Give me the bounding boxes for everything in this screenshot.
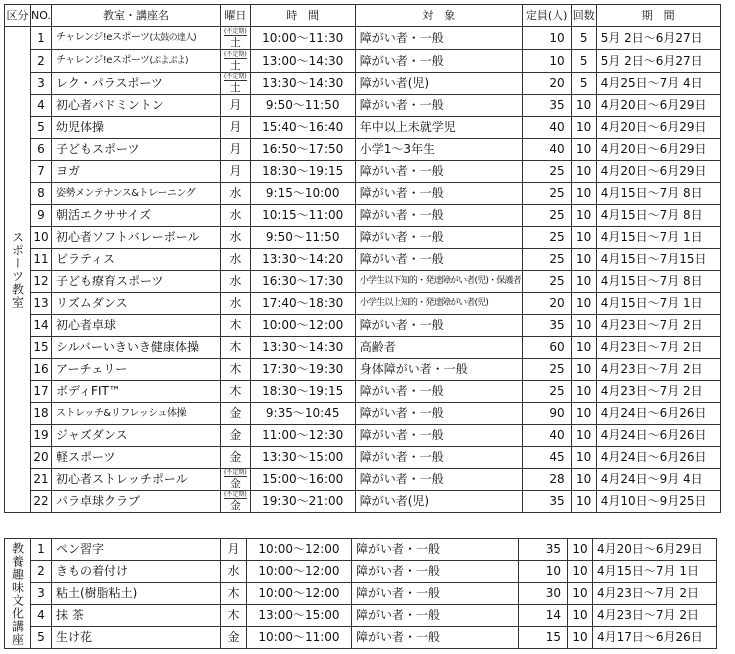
course-name xyxy=(52,249,221,271)
time-range: 17:40～18:30 xyxy=(250,293,355,315)
header-name: 教室・講座名 xyxy=(52,5,221,27)
row-number: 5 xyxy=(31,627,52,649)
course-name xyxy=(52,359,221,381)
row-number: 15 xyxy=(31,337,52,359)
course-name xyxy=(52,605,221,627)
row-number: 7 xyxy=(31,161,52,183)
time-range: 13:00～14:30 xyxy=(250,50,355,73)
target-audience: 障がい者(児) xyxy=(355,73,522,95)
session-count: 5 xyxy=(571,50,596,73)
weekday-text: 土 xyxy=(229,35,241,49)
period: 4月20日～6月29日 xyxy=(596,117,720,139)
course-name-text: 初心者ストレッチポール xyxy=(56,472,188,486)
weekday: 月 xyxy=(221,117,251,139)
table-row xyxy=(5,583,717,605)
row-number: 11 xyxy=(31,249,52,271)
culture-schedule-table xyxy=(4,538,717,649)
period: 4月23日～7月 2日 xyxy=(596,337,720,359)
header-day: 曜日 xyxy=(221,5,251,27)
row-number: 8 xyxy=(31,183,52,205)
period: 4月15日～7月15日 xyxy=(596,249,720,271)
course-name xyxy=(52,139,221,161)
weekday: 月 xyxy=(221,161,251,183)
target-audience: 身体障がい者・一般 xyxy=(355,359,522,381)
course-name-text: 初心者バドミントン xyxy=(56,98,164,112)
table-row xyxy=(5,183,721,205)
capacity: 25 xyxy=(522,183,571,205)
row-number: 16 xyxy=(31,359,52,381)
weekday: 月 xyxy=(221,139,251,161)
time-range: 9:35～10:45 xyxy=(250,403,355,425)
category-label: 教養趣味文化講座 xyxy=(5,539,31,649)
course-name xyxy=(52,27,221,50)
time-range: 17:30～19:30 xyxy=(250,359,355,381)
table-row xyxy=(5,605,717,627)
session-count: 10 xyxy=(571,403,596,425)
session-count: 10 xyxy=(571,95,596,117)
period: 4月25日～7月 4日 xyxy=(596,73,720,95)
header-time: 時 間 xyxy=(250,5,355,27)
period: 4月23日～7月 2日 xyxy=(596,359,720,381)
capacity: 25 xyxy=(522,381,571,403)
table-row xyxy=(5,447,721,469)
weekday: 木 xyxy=(221,359,251,381)
time-range: 10:00～11:00 xyxy=(247,627,352,649)
period: 4月23日～7月 2日 xyxy=(596,315,720,337)
period: 5月 2日～6月27日 xyxy=(596,27,720,50)
time-range: 10:00～12:00 xyxy=(247,583,352,605)
target-audience: 障がい者・一般 xyxy=(355,205,522,227)
target-audience: 障がい者・一般 xyxy=(352,561,519,583)
table-row xyxy=(5,337,721,359)
row-number: 12 xyxy=(31,271,52,293)
table-row xyxy=(5,491,721,513)
course-name-text: チャレンジ!eスポーツ xyxy=(56,32,150,43)
table-row xyxy=(5,539,717,561)
table-row xyxy=(5,271,721,293)
header-capacity: 定員(人) xyxy=(522,5,571,27)
weekday: 木 xyxy=(221,315,251,337)
capacity: 28 xyxy=(522,469,571,491)
course-name-text: 初心者ソフトバレーボール xyxy=(56,230,200,244)
course-name xyxy=(52,337,221,359)
capacity: 25 xyxy=(522,249,571,271)
weekday xyxy=(221,491,251,513)
weekday: 金 xyxy=(221,627,247,649)
table-row xyxy=(5,249,721,271)
session-count: 10 xyxy=(571,337,596,359)
time-range: 15:00～16:00 xyxy=(250,469,355,491)
course-name xyxy=(52,315,221,337)
course-name xyxy=(52,583,221,605)
capacity: 25 xyxy=(522,271,571,293)
period: 4月23日～7月 2日 xyxy=(593,605,717,627)
course-name xyxy=(52,425,221,447)
table-row xyxy=(5,139,721,161)
weekday: 金 xyxy=(221,403,251,425)
session-count: 10 xyxy=(571,359,596,381)
course-name-text: リズムダンス xyxy=(56,296,128,310)
period: 4月20日～6月29日 xyxy=(596,161,720,183)
time-range: 16:50～17:50 xyxy=(250,139,355,161)
target-audience: 障がい者・一般 xyxy=(355,315,522,337)
period: 4月15日～7月 8日 xyxy=(596,271,720,293)
row-number: 10 xyxy=(31,227,52,249)
capacity: 40 xyxy=(522,117,571,139)
row-number: 3 xyxy=(31,73,52,95)
capacity: 40 xyxy=(522,139,571,161)
target-audience: 障がい者・一般 xyxy=(355,403,522,425)
capacity: 90 xyxy=(522,403,571,425)
capacity: 35 xyxy=(522,95,571,117)
time-range: 9:50～11:50 xyxy=(250,227,355,249)
course-name xyxy=(52,227,221,249)
row-number: 9 xyxy=(31,205,52,227)
capacity: 25 xyxy=(522,161,571,183)
period: 4月17日～6月26日 xyxy=(593,627,717,649)
course-name-text: 生け花 xyxy=(56,630,93,644)
time-range: 19:30～21:00 xyxy=(250,491,355,513)
course-name xyxy=(52,293,221,315)
weekday: 水 xyxy=(221,293,251,315)
course-name-text: アーチェリー xyxy=(56,362,128,376)
course-name-text: ピラティス xyxy=(56,252,116,266)
row-number: 21 xyxy=(31,469,52,491)
period: 4月15日～7月 1日 xyxy=(596,293,720,315)
target-audience: 障がい者・一般 xyxy=(355,447,522,469)
row-number: 2 xyxy=(31,561,52,583)
row-number: 17 xyxy=(31,381,52,403)
target-audience: 障がい者・一般 xyxy=(352,539,519,561)
session-count: 10 xyxy=(568,583,593,605)
capacity: 40 xyxy=(522,425,571,447)
table-row xyxy=(5,359,721,381)
capacity: 60 xyxy=(522,337,571,359)
target-audience: 障がい者・一般 xyxy=(355,161,522,183)
target-audience: 障がい者・一般 xyxy=(355,381,522,403)
row-number: 13 xyxy=(31,293,52,315)
weekday: 木 xyxy=(221,381,251,403)
course-name xyxy=(52,539,221,561)
table-row xyxy=(5,117,721,139)
weekday xyxy=(221,50,251,73)
target-audience: 障がい者・一般 xyxy=(355,95,522,117)
time-range: 13:30～14:30 xyxy=(250,73,355,95)
course-name-text: 幼児体操 xyxy=(56,120,105,134)
session-count: 10 xyxy=(568,561,593,583)
course-name xyxy=(52,627,221,649)
target-audience: 障がい者・一般 xyxy=(355,27,522,50)
weekday-text: 金 xyxy=(229,477,241,490)
weekday: 月 xyxy=(221,539,247,561)
weekday: 水 xyxy=(221,227,251,249)
time-range: 9:15～10:00 xyxy=(250,183,355,205)
weekday: 水 xyxy=(221,249,251,271)
row-number: 2 xyxy=(31,50,52,73)
weekday: 木 xyxy=(221,583,247,605)
session-count: 10 xyxy=(568,539,593,561)
capacity: 20 xyxy=(522,293,571,315)
course-name xyxy=(52,183,221,205)
weekday: 木 xyxy=(221,337,251,359)
target-audience: 高齢者 xyxy=(355,337,522,359)
irregular-tag: (不定期) xyxy=(224,469,247,476)
weekday xyxy=(221,73,251,95)
session-count: 10 xyxy=(571,117,596,139)
period: 4月15日～7月 8日 xyxy=(596,183,720,205)
course-name-text: 子どもスポーツ xyxy=(56,142,140,156)
row-number: 22 xyxy=(31,491,52,513)
session-count: 10 xyxy=(571,227,596,249)
course-name xyxy=(52,447,221,469)
weekday: 金 xyxy=(221,425,251,447)
target-audience: 障がい者・一般 xyxy=(355,183,522,205)
time-range: 13:00～15:00 xyxy=(247,605,352,627)
header-period: 期 間 xyxy=(596,5,720,27)
target-audience: 障がい者・一般 xyxy=(355,425,522,447)
table-row xyxy=(5,227,721,249)
table-row xyxy=(5,27,721,50)
period: 4月15日～7月 1日 xyxy=(593,561,717,583)
session-count: 10 xyxy=(571,293,596,315)
table-row xyxy=(5,161,721,183)
target-audience: 障がい者(児) xyxy=(355,491,522,513)
period: 4月20日～6月29日 xyxy=(593,539,717,561)
table-row xyxy=(5,73,721,95)
course-name-text: ヨガ xyxy=(56,164,81,178)
time-range: 10:00～12:00 xyxy=(250,315,355,337)
table-row xyxy=(5,627,717,649)
capacity: 10 xyxy=(522,27,571,50)
session-count: 10 xyxy=(571,447,596,469)
session-count: 10 xyxy=(571,315,596,337)
period: 4月15日～7月 8日 xyxy=(596,205,720,227)
course-name xyxy=(52,73,221,95)
course-name xyxy=(52,403,221,425)
course-name xyxy=(52,161,221,183)
table-row xyxy=(5,205,721,227)
course-name-text: チャレンジ!eスポーツ xyxy=(56,55,150,66)
weekday-text: 土 xyxy=(229,58,241,72)
target-audience: 小学1～3年生 xyxy=(355,139,522,161)
target-audience: 障がい者・一般 xyxy=(352,605,519,627)
row-number: 1 xyxy=(31,539,52,561)
time-range: 9:50～11:50 xyxy=(250,95,355,117)
period: 4月15日～7月 1日 xyxy=(596,227,720,249)
table-row xyxy=(5,95,721,117)
irregular-tag: (不定期) xyxy=(224,50,247,58)
course-name xyxy=(52,491,221,513)
row-number: 4 xyxy=(31,605,52,627)
table-row xyxy=(5,469,721,491)
session-count: 10 xyxy=(571,469,596,491)
capacity: 35 xyxy=(519,539,568,561)
course-name-text: レク・パラスポーツ xyxy=(56,76,163,90)
capacity: 25 xyxy=(522,227,571,249)
session-count: 10 xyxy=(571,271,596,293)
session-count: 5 xyxy=(571,73,596,95)
capacity: 15 xyxy=(519,627,568,649)
course-name-text: ペン習字 xyxy=(56,542,105,556)
time-range: 15:40～16:40 xyxy=(250,117,355,139)
target-audience: 障がい者・一般 xyxy=(355,249,522,271)
time-range: 13:30～14:30 xyxy=(250,337,355,359)
course-subtitle: (太鼓の達人) xyxy=(149,33,196,43)
course-name-text: 粘土(樹脂粘土) xyxy=(56,586,138,600)
table-row xyxy=(5,403,721,425)
course-name xyxy=(52,381,221,403)
period: 5月 2日～6月27日 xyxy=(596,50,720,73)
course-name xyxy=(52,469,221,491)
row-number: 18 xyxy=(31,403,52,425)
irregular-tag: (不定期) xyxy=(224,491,247,498)
weekday: 水 xyxy=(221,183,251,205)
row-number: 1 xyxy=(31,27,52,50)
weekday-text: 金 xyxy=(229,499,241,512)
table-row xyxy=(5,293,721,315)
target-audience: 障がい者・一般 xyxy=(355,50,522,73)
header-count: 回数 xyxy=(571,5,596,27)
table-row xyxy=(5,561,717,583)
capacity: 14 xyxy=(519,605,568,627)
target-audience: 障がい者・一般 xyxy=(355,469,522,491)
time-range: 18:30～19:15 xyxy=(250,161,355,183)
weekday-text: 土 xyxy=(229,81,241,94)
capacity: 35 xyxy=(522,315,571,337)
sports-schedule-table xyxy=(4,4,721,513)
course-name-text: 初心者卓球 xyxy=(56,318,117,332)
period: 4月20日～6月29日 xyxy=(596,95,720,117)
row-number: 5 xyxy=(31,117,52,139)
course-subtitle: (ぷよぷよ) xyxy=(149,56,188,66)
time-range: 13:30～14:20 xyxy=(250,249,355,271)
time-range: 10:15～11:00 xyxy=(250,205,355,227)
capacity: 25 xyxy=(522,205,571,227)
row-number: 4 xyxy=(31,95,52,117)
session-count: 10 xyxy=(571,183,596,205)
course-name xyxy=(52,50,221,73)
row-number: 6 xyxy=(31,139,52,161)
session-count: 10 xyxy=(571,205,596,227)
session-count: 10 xyxy=(571,425,596,447)
time-range: 10:00～12:00 xyxy=(247,539,352,561)
table-row xyxy=(5,381,721,403)
irregular-tag: (不定期) xyxy=(224,27,247,35)
time-range: 10:00～11:30 xyxy=(250,27,355,50)
time-range: 18:30～19:15 xyxy=(250,381,355,403)
weekday: 水 xyxy=(221,561,247,583)
course-name xyxy=(52,561,221,583)
capacity: 30 xyxy=(519,583,568,605)
capacity: 45 xyxy=(522,447,571,469)
header-no: NO. xyxy=(31,5,52,27)
course-name xyxy=(52,117,221,139)
capacity: 35 xyxy=(522,491,571,513)
course-name-text: きもの着付け xyxy=(56,564,129,578)
period: 4月24日～6月26日 xyxy=(596,403,720,425)
time-range: 10:00～12:00 xyxy=(247,561,352,583)
category-label: スポーツ教室 xyxy=(5,27,31,513)
period: 4月23日～7月 2日 xyxy=(596,381,720,403)
course-name xyxy=(52,271,221,293)
course-name-text: 抹 茶 xyxy=(56,608,84,622)
weekday: 水 xyxy=(221,271,251,293)
course-name-text: 姿勢メンテナンス&トレーニング xyxy=(56,188,196,199)
target-audience: 年中以上未就学児 xyxy=(355,117,522,139)
period: 4月24日～6月26日 xyxy=(596,447,720,469)
header-category: 区分 xyxy=(5,5,31,27)
table-row xyxy=(5,50,721,73)
course-name-text: ボディFIT™ xyxy=(56,384,121,398)
header-target: 対 象 xyxy=(355,5,522,27)
weekday: 月 xyxy=(221,95,251,117)
weekday: 木 xyxy=(221,605,247,627)
row-number: 14 xyxy=(31,315,52,337)
course-name-text: シルバーいきいき健康体操 xyxy=(56,340,199,354)
weekday: 金 xyxy=(221,447,251,469)
table-row xyxy=(5,425,721,447)
weekday: 水 xyxy=(221,205,251,227)
weekday xyxy=(221,469,251,491)
capacity: 10 xyxy=(522,50,571,73)
table-row xyxy=(5,315,721,337)
session-count: 5 xyxy=(571,27,596,50)
target-audience: 障がい者・一般 xyxy=(352,583,519,605)
irregular-tag: (不定期) xyxy=(224,73,247,80)
course-name-text: 軽スポーツ xyxy=(56,450,116,464)
time-range: 16:30～17:30 xyxy=(250,271,355,293)
period: 4月23日～7月 2日 xyxy=(593,583,717,605)
capacity: 20 xyxy=(522,73,571,95)
target-audience: 小学生以下知的・発達障がい者(児)・保護者 xyxy=(355,271,522,293)
course-name-text: ジャズダンス xyxy=(56,428,128,442)
period: 4月24日～9月 4日 xyxy=(596,469,720,491)
course-name-text: ストレッチ&リフレッシュ体操 xyxy=(56,408,186,419)
time-range: 11:00～12:30 xyxy=(250,425,355,447)
course-name-text: 子ども療育スポーツ xyxy=(56,274,164,288)
row-number: 19 xyxy=(31,425,52,447)
capacity: 10 xyxy=(519,561,568,583)
course-name xyxy=(52,205,221,227)
target-audience: 障がい者・一般 xyxy=(355,227,522,249)
course-name-text: パラ卓球クラブ xyxy=(56,494,141,508)
session-count: 10 xyxy=(571,139,596,161)
period: 4月10日～9月25日 xyxy=(596,491,720,513)
time-range: 13:30～15:00 xyxy=(250,447,355,469)
session-count: 10 xyxy=(568,605,593,627)
row-number: 3 xyxy=(31,583,52,605)
session-count: 10 xyxy=(571,491,596,513)
target-audience: 障がい者・一般 xyxy=(352,627,519,649)
capacity: 25 xyxy=(522,359,571,381)
course-name-text: 朝活エクササイズ xyxy=(56,208,152,222)
session-count: 10 xyxy=(568,627,593,649)
session-count: 10 xyxy=(571,161,596,183)
header-row xyxy=(5,5,721,27)
session-count: 10 xyxy=(571,381,596,403)
course-name xyxy=(52,95,221,117)
period: 4月24日～6月26日 xyxy=(596,425,720,447)
target-audience: 小学生以上知的・発達障がい者(児) xyxy=(355,293,522,315)
row-number: 20 xyxy=(31,447,52,469)
period: 4月20日～6月29日 xyxy=(596,139,720,161)
session-count: 10 xyxy=(571,249,596,271)
weekday xyxy=(221,27,251,50)
